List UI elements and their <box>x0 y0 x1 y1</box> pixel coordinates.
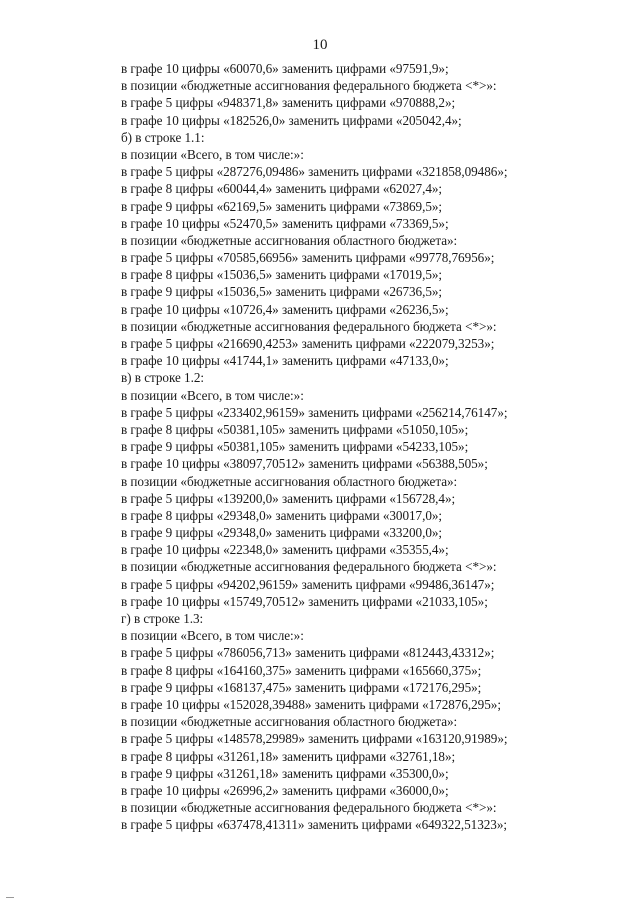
text-line: в позиции «Всего, в том числе:»: <box>121 628 304 644</box>
text-line: в графе 8 цифры «50381,105» заменить цифрами «51050,105»; <box>121 421 469 437</box>
text-line: в графе 10 цифры «182526,0» заменить цифрами «205042,4»; <box>121 112 462 128</box>
text-line: в графе 10 цифры «26996,2» заменить цифрами «36000,0»; <box>121 782 449 798</box>
text-line: г) в строке 1.3: <box>121 611 204 626</box>
text-line: в позиции «бюджетные ассигнования областного бюджета»: <box>121 714 458 730</box>
text-line: в графе 10 цифры «41744,1» заменить цифрами «47133,0»; <box>121 353 449 369</box>
text-line: в) в строке 1.2: <box>121 370 204 386</box>
text-line: в позиции «бюджетные ассигнования федерального бюджета <*>»: <box>121 559 497 575</box>
text-line: в позиции «бюджетные ассигнования областного бюджета»: <box>121 232 458 248</box>
text-line: в графе 8 цифры «31261,18» заменить цифрами «32761,18»; <box>121 748 456 764</box>
text-line: в графе 8 цифры «60044,4» заменить цифрами «62027,4»; <box>121 181 443 197</box>
text-line: в графе 10 цифры «38097,70512» заменить цифрами «56388,505»; <box>121 456 488 472</box>
scan-edge-mark <box>6 894 14 898</box>
text-line: в графе 8 цифры «15036,5» заменить цифрами «17019,5»; <box>121 267 443 283</box>
text-line: в графе 5 цифры «70585,66956» заменить цифрами «99778,76956»; <box>121 250 495 266</box>
text-line: в позиции «Всего, в том числе:»: <box>121 387 304 403</box>
text-line: б) в строке 1.1: <box>121 129 205 145</box>
page-number: 10 <box>312 37 328 53</box>
text-line: в графе 5 цифры «786056,713» заменить цифрами «812443,43312»; <box>121 645 495 661</box>
text-line: в графе 9 цифры «29348,0» заменить цифрами «33200,0»; <box>121 525 443 541</box>
text-line: в графе 5 цифры «139200,0» заменить цифрами «156728,4»; <box>121 490 456 506</box>
text-line: в графе 9 цифры «62169,5» заменить цифрами «73869,5»; <box>121 198 443 214</box>
text-line: в позиции «бюджетные ассигнования областного бюджета»: <box>121 473 458 489</box>
text-line: в графе 8 цифры «164160,375» заменить цифрами «165660,375»; <box>121 662 482 678</box>
text-line: в графе 9 цифры «50381,105» заменить цифрами «54233,105»; <box>121 439 469 455</box>
text-line: в графе 5 цифры «233402,96159» заменить цифрами «256214,76147»; <box>121 404 508 420</box>
document-body <box>121 60 591 833</box>
text-line: в графе 9 цифры «15036,5» заменить цифрами «26736,5»; <box>121 284 443 300</box>
text-line: в графе 10 цифры «152028,39488» заменить цифрами «172876,295»; <box>121 696 501 712</box>
text-line: в графе 10 цифры «60070,6» заменить цифрами «97591,9»; <box>121 61 449 76</box>
text-line: в позиции «Всего, в том числе:»: <box>121 146 304 162</box>
text-line: в графе 5 цифры «287276,09486» заменить цифрами «321858,09486»; <box>121 164 508 180</box>
text-line: в графе 10 цифры «10726,4» заменить цифрами «26236,5»; <box>121 301 449 317</box>
text-line: в графе 10 цифры «15749,70512» заменить цифрами «21033,105»; <box>121 593 488 609</box>
text-line: в графе 5 цифры «148578,29989» заменить цифрами «163120,91989»; <box>121 731 508 747</box>
text-line: в графе 5 цифры «94202,96159» заменить цифрами «99486,36147»; <box>121 576 495 592</box>
text-line: в графе 10 цифры «52470,5» заменить цифрами «73369,5»; <box>121 215 449 231</box>
text-line: в графе 9 цифры «168137,475» заменить цифрами «172176,295»; <box>121 679 482 695</box>
text-line: в позиции «бюджетные ассигнования федерального бюджета <*>»: <box>121 78 497 94</box>
text-line: в графе 5 цифры «637478,41311» заменить цифрами «649322,51323»; <box>121 817 507 833</box>
text-line: в графе 8 цифры «29348,0» заменить цифрами «30017,0»; <box>121 507 443 523</box>
text-line: в графе 5 цифры «216690,4253» заменить цифрами «222079,3253»; <box>121 336 495 351</box>
text-line: в позиции «бюджетные ассигнования федерального бюджета <*>»: <box>121 318 497 334</box>
text-line: в графе 5 цифры «948371,8» заменить цифрами «970888,2»; <box>121 95 456 111</box>
text-line: в графе 10 цифры «22348,0» заменить цифрами «35355,4»; <box>121 542 449 558</box>
text-line: в графе 9 цифры «31261,18» заменить цифрами «35300,0»; <box>121 765 449 781</box>
text-line: в позиции «бюджетные ассигнования федерального бюджета <*>»: <box>121 800 497 816</box>
